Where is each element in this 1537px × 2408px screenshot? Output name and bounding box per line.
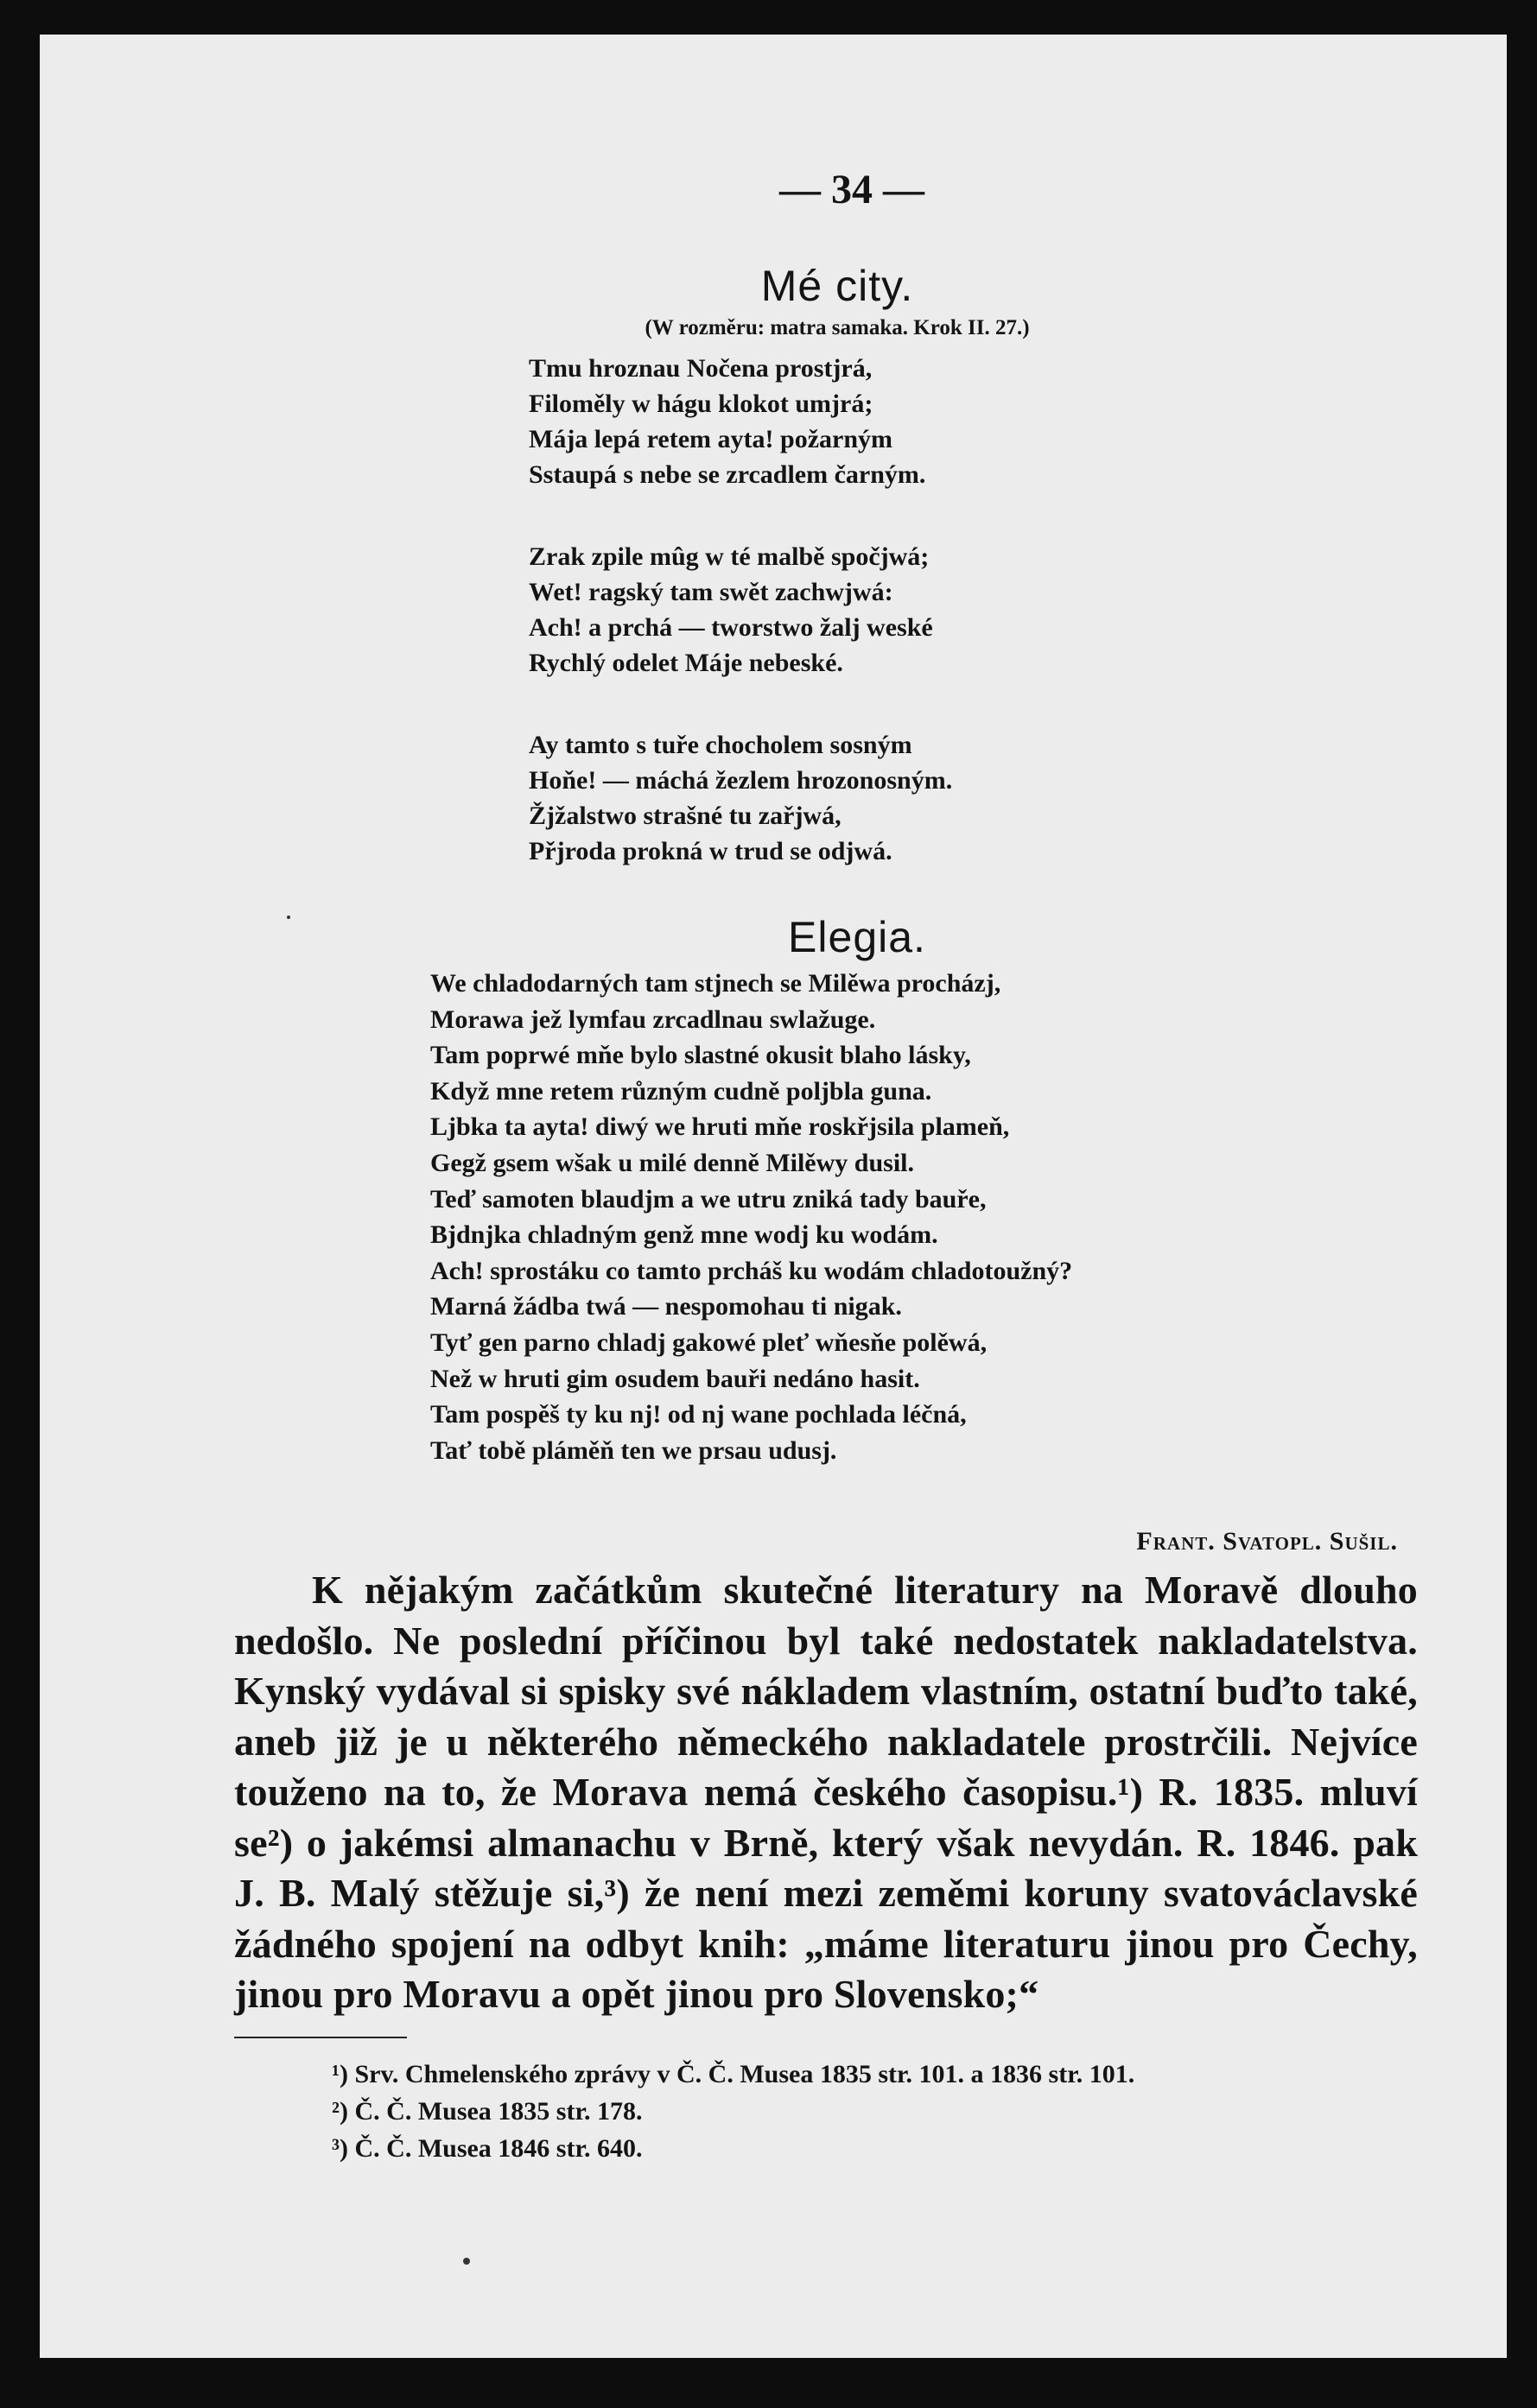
poem-line: Ay tamto s tuře chocholem sosným: [529, 731, 912, 759]
poem-line: Tmu hroznau Nočena prostjrá,: [529, 354, 873, 383]
poem-line: Mája lepá retem ayta! požarným: [529, 425, 892, 453]
poem-line: Než w hruti gim osudem bauři nedáno hasit.: [430, 1364, 920, 1393]
paragraph-text: K nějakým začátkům skutečné literatury na Moravě dlouho nedošlo. Ne poslední příčinou byl také nedostatek nakladatelstva. Kynský vydával si spisky své nákladem vlastním, ostatní buďto také, aneb již je u některého německého nakladatele prostrčili. Nejvíce touženo na to, že Morava nemá českého časopisu.¹) R. 1835. mluví se²) o jakémsi almanachu v Brně, který však nevydán. R. 1846. pak J. B. Malý stěžuje si,³) že není mezi zeměmi koruny svatováclavské žádného spojení na odbyt knih: „máme literaturu jinou pro Čechy, jinou pro Moravu a opět jinou pro Slovensko;“: [234, 1568, 1418, 2016]
poem-line: Zrak zpile mûg w té malbě spočjwá;: [529, 542, 930, 571]
elegia-poem: [430, 966, 1381, 1468]
footnote: ²) Č. Č. Musea 1835 str. 178.: [332, 2097, 643, 2126]
footnote-divider: [234, 2037, 407, 2038]
poem-line: Wet! ragský tam swět zachwjwá:: [529, 578, 893, 606]
poem-subtitle: (W rozměru: matra samaka. Krok II. 27.): [645, 316, 1030, 339]
book-page: [40, 35, 1507, 2358]
poem-line: Přjroda prokná w trud se odjwá.: [529, 837, 892, 865]
footnote: ³) Č. Č. Musea 1846 str. 640.: [332, 2134, 643, 2163]
poem-line: Tať tobě pláměň ten we prsau udusj.: [430, 1435, 837, 1465]
body-paragraph: [234, 1565, 1418, 2020]
poem-title-elegia: Elegia.: [788, 913, 926, 961]
ink-speck: [287, 916, 290, 919]
poem-line: Sstaupá s nebe se zrcadlem čarným.: [529, 460, 926, 489]
poem-line: Tam pospěš ty ku nj! od nj wane pochlada léčná,: [430, 1400, 967, 1429]
poem-line: Rychlý odelet Máje nebeské.: [529, 649, 843, 677]
poem-stanza-2: [529, 539, 1393, 681]
poem-line: Bjdnjka chladným genž mne wodj ku wodám.: [430, 1220, 938, 1250]
poem-line: Hoňe! — máchá žezlem hrozonosným.: [529, 766, 953, 795]
poem-line: We chladodarných tam stjnech se Milěwa procházj,: [430, 969, 1001, 998]
poem-title-me-city: Mé city.: [760, 262, 914, 310]
ink-speck: [463, 2258, 470, 2265]
poem-line: Teď samoten blaudjm a we utru zniká tady bauře,: [430, 1184, 987, 1214]
poem-line: Ach! sprostáku co tamto prcháš ku wodám chladotoužný?: [430, 1256, 1073, 1285]
page-number: — 34 —: [779, 167, 924, 212]
footnotes: [332, 2056, 1455, 2167]
footnote: ¹) Srv. Chmelenského zprávy v Č. Č. Musea 1835 str. 101. a 1836 str. 101.: [332, 2060, 1135, 2088]
poem-line: Filoměly w hágu klokot umjrá;: [529, 390, 873, 418]
poem-line: Když mne retem různým cudně poljbla guna.: [430, 1076, 932, 1106]
poem-line: Marná žádba twá — nespomohau ti nigak.: [430, 1292, 902, 1321]
poem-stanza-3: [529, 727, 1393, 869]
author-signature: Frant. Svatopl. Sušil.: [1136, 1527, 1398, 1556]
poem-line: Tam poprwé mňe bylo slastné okusit blaho lásky,: [430, 1041, 971, 1070]
poem-line: Gegž gsem wšak u milé denně Milěwy dusil.: [430, 1148, 914, 1177]
poem-line: Tyť gen parno chladj gakowé pleť wňesňe polěwá,: [430, 1328, 988, 1357]
poem-line: Žjžalstwo strašné tu zařjwá,: [529, 802, 842, 830]
poem-line: Ljbka ta ayta! diwý we hruti mňe roskřjsila plameň,: [430, 1112, 1010, 1142]
poem-stanza-1: [529, 351, 1393, 492]
poem-line: Ach! a prchá — tworstwo žalj weské: [529, 613, 933, 642]
poem-line: Morawa jež lymfau zrcadlnau swlažuge.: [430, 1004, 876, 1034]
